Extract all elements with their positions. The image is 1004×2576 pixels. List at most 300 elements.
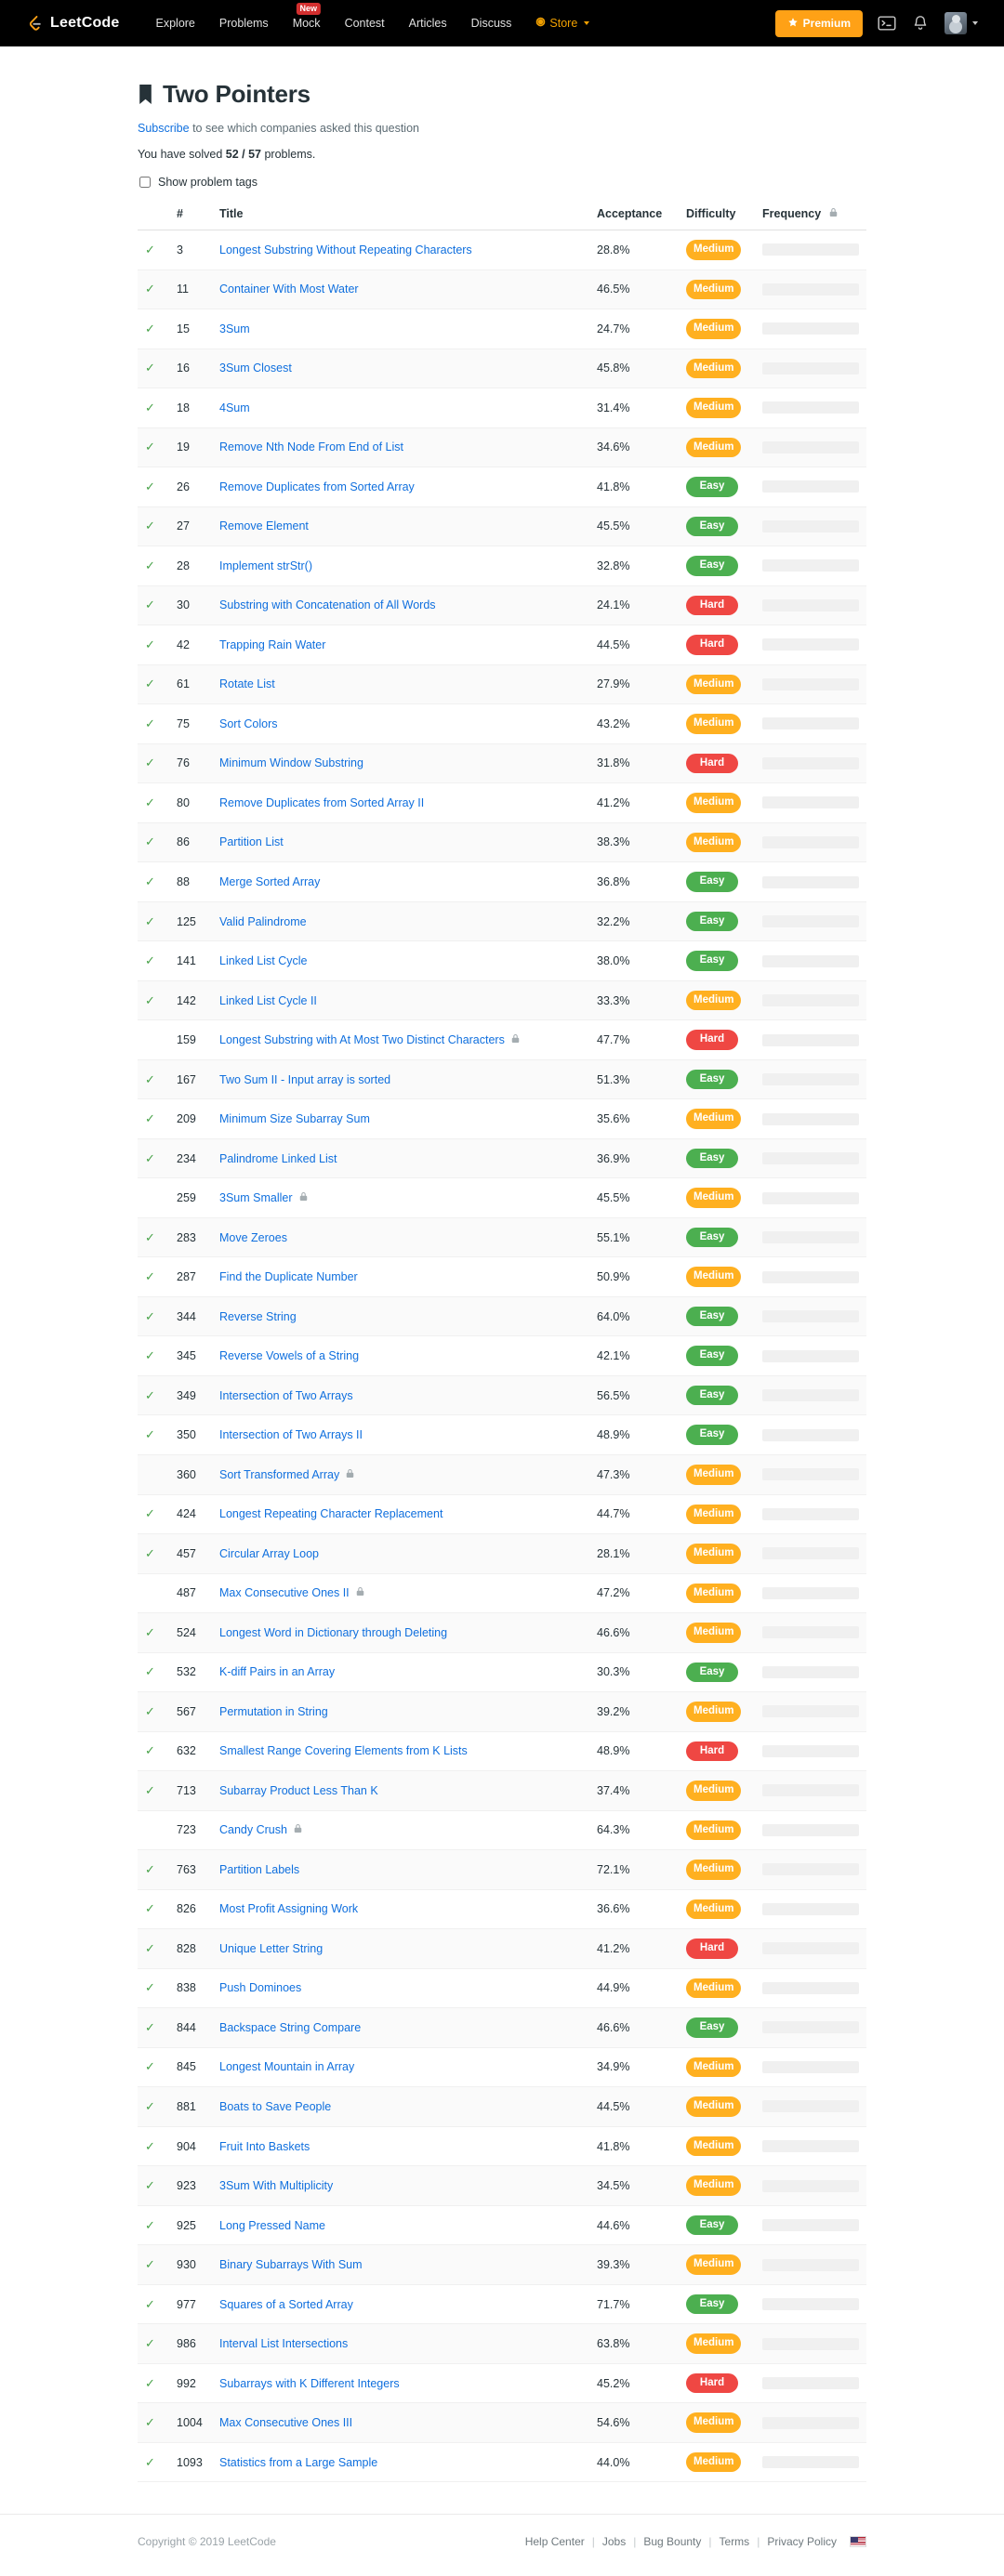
status-cell	[138, 1336, 169, 1376]
problem-title-link[interactable]: Permutation in String	[219, 1704, 328, 1718]
problem-title-link[interactable]: Sort Colors	[219, 716, 278, 730]
subscribe-link[interactable]: Subscribe	[138, 122, 190, 135]
table-row[interactable]	[138, 2126, 866, 2166]
difficulty-badge: Easy	[686, 2294, 738, 2315]
difficulty-cell	[679, 980, 755, 1020]
problem-id-cell: 1093	[169, 2442, 212, 2482]
solved-check-icon: ✓	[145, 2415, 155, 2430]
difficulty-cell	[679, 1573, 755, 1613]
acceptance-cell: 32.2%	[589, 901, 679, 941]
problem-title-cell	[212, 1692, 589, 1732]
status-cell	[138, 1573, 169, 1613]
col-frequency[interactable]	[755, 200, 866, 230]
problem-title-link[interactable]: 3Sum With Multiplicity	[219, 2179, 334, 2193]
problem-title-link[interactable]: Remove Element	[219, 519, 309, 533]
problem-id-cell: 259	[169, 1178, 212, 1218]
problem-id-cell: 61	[169, 664, 212, 704]
problem-title-link[interactable]: Remove Duplicates from Sorted Array	[219, 480, 415, 493]
problem-title-link[interactable]: Container With Most Water	[219, 283, 359, 296]
problem-title-link[interactable]: K-diff Pairs in an Array	[219, 1665, 336, 1679]
table-row[interactable]	[138, 1810, 866, 1850]
table-row[interactable]	[138, 2166, 866, 2206]
terminal-icon[interactable]	[878, 14, 896, 33]
footer-separator: |	[591, 2535, 595, 2549]
frequency-bar	[762, 520, 859, 532]
problem-title-link[interactable]: Intersection of Two Arrays II	[219, 1428, 363, 1442]
problem-title-link[interactable]: Boats to Save People	[219, 2099, 332, 2113]
frequency-bar	[762, 717, 859, 729]
status-cell	[138, 2324, 169, 2364]
status-cell	[138, 743, 169, 783]
problem-title-link[interactable]: Sort Transformed Array	[219, 1467, 340, 1481]
problem-title-cell	[212, 2403, 589, 2443]
difficulty-cell	[679, 269, 755, 309]
table-row[interactable]	[138, 1929, 866, 1969]
problem-id-cell: 88	[169, 862, 212, 902]
problem-title-cell	[212, 862, 589, 902]
acceptance-cell: 64.3%	[589, 1810, 679, 1850]
problem-title-link[interactable]: Subarray Product Less Than K	[219, 1783, 378, 1797]
problem-title-link[interactable]: Minimum Size Subarray Sum	[219, 1112, 370, 1126]
status-cell	[138, 1613, 169, 1653]
subscribe-line	[138, 122, 866, 135]
table-row[interactable]	[138, 1336, 866, 1376]
difficulty-badge: Medium	[686, 1188, 741, 1208]
status-cell	[138, 664, 169, 704]
frequency-bar	[762, 1271, 859, 1283]
table-row[interactable]	[138, 625, 866, 665]
problem-title-link[interactable]: 3Sum Closest	[219, 361, 292, 375]
problem-title-link[interactable]: Palindrome Linked List	[219, 1151, 337, 1165]
problem-title-link[interactable]: Intersection of Two Arrays	[219, 1388, 353, 1402]
footer-link-terms[interactable]: Terms	[719, 2535, 750, 2549]
table-row[interactable]	[138, 1534, 866, 1574]
status-cell	[138, 783, 169, 823]
difficulty-cell	[679, 941, 755, 981]
problem-title-link[interactable]: Candy Crush	[219, 1823, 287, 1837]
difficulty-badge: Medium	[686, 2136, 741, 2157]
table-row[interactable]	[138, 2008, 866, 2048]
table-row[interactable]	[138, 1059, 866, 1099]
frequency-bar	[762, 1824, 859, 1836]
problem-title-link[interactable]: Longest Substring with At Most Two Distinct Characters	[219, 1033, 505, 1047]
acceptance-cell: 54.6%	[589, 2403, 679, 2443]
status-cell	[138, 467, 169, 507]
problem-id-cell: 844	[169, 2008, 212, 2048]
problem-title-cell	[212, 625, 589, 665]
difficulty-badge: Medium	[686, 398, 741, 418]
problem-title-cell	[212, 1968, 589, 2008]
solved-check-icon: ✓	[145, 1940, 155, 1955]
problem-title-cell	[212, 783, 589, 823]
show-problem-tags-checkbox[interactable]	[139, 177, 151, 188]
problem-title-link[interactable]: Subarrays with K Different Integers	[219, 2376, 400, 2390]
footer-link-jobs[interactable]: Jobs	[601, 2535, 627, 2549]
col-title[interactable]: Title	[212, 200, 589, 230]
frequency-bar	[762, 1587, 859, 1599]
difficulty-cell	[679, 2205, 755, 2245]
solved-check-icon: ✓	[145, 1071, 155, 1086]
table-row[interactable]	[138, 1454, 866, 1494]
status-cell	[138, 941, 169, 981]
frequency-bar	[762, 638, 859, 651]
status-cell	[138, 2363, 169, 2403]
problem-title-cell	[212, 1534, 589, 1574]
frequency-bar	[762, 1350, 859, 1362]
problem-title-cell	[212, 1257, 589, 1297]
solved-check-icon: ✓	[145, 637, 155, 651]
col-acceptance[interactable]: Acceptance	[589, 200, 679, 230]
leetcode-logo[interactable]	[26, 15, 120, 33]
problem-title-link[interactable]: Minimum Window Substring	[219, 756, 363, 770]
show-problem-tags-label[interactable]: Show problem tags	[158, 176, 258, 189]
problem-title-link[interactable]: Linked List Cycle	[219, 954, 308, 968]
problem-title-link[interactable]: Two Sum II - Input array is sorted	[219, 1072, 391, 1086]
frequency-cell	[755, 1296, 866, 1336]
table-row[interactable]	[138, 1968, 866, 2008]
acceptance-cell: 36.6%	[589, 1889, 679, 1929]
problem-title-link[interactable]: Unique Letter String	[219, 1941, 324, 1955]
footer-link-help-center[interactable]: Help Center	[524, 2535, 585, 2549]
table-row[interactable]	[138, 2245, 866, 2285]
us-flag-icon[interactable]	[850, 2536, 866, 2547]
table-row[interactable]	[138, 2205, 866, 2245]
nav-link-mock-label: Mock	[292, 17, 321, 30]
table-row[interactable]	[138, 1415, 866, 1455]
frequency-bar	[762, 1113, 859, 1125]
difficulty-cell	[679, 546, 755, 586]
difficulty-cell	[679, 1020, 755, 1060]
nav-link-store[interactable]	[523, 11, 601, 35]
problem-title-cell	[212, 1810, 589, 1850]
problem-title-cell	[212, 1178, 589, 1218]
table-row[interactable]	[138, 2442, 866, 2482]
problem-title-link[interactable]: Rotate List	[219, 677, 275, 691]
solved-check-icon: ✓	[145, 2059, 155, 2074]
problem-title-link[interactable]: Move Zeroes	[219, 1230, 287, 1244]
problem-title-cell	[212, 664, 589, 704]
table-row[interactable]	[138, 1020, 866, 1060]
problem-title-link[interactable]: Long Pressed Name	[219, 2218, 325, 2232]
table-row[interactable]	[138, 348, 866, 388]
difficulty-cell	[679, 1336, 755, 1376]
difficulty-cell	[679, 1810, 755, 1850]
acceptance-cell: 31.8%	[589, 743, 679, 783]
frequency-cell	[755, 427, 866, 467]
acceptance-cell: 34.5%	[589, 2166, 679, 2206]
table-row[interactable]	[138, 427, 866, 467]
difficulty-cell	[679, 1178, 755, 1218]
status-cell	[138, 1889, 169, 1929]
col-id[interactable]: #	[169, 200, 212, 230]
frequency-bar	[762, 1666, 859, 1678]
problem-title-cell	[212, 941, 589, 981]
status-cell	[138, 862, 169, 902]
difficulty-cell	[679, 585, 755, 625]
problem-title-link[interactable]: Max Consecutive Ones II	[219, 1586, 350, 1600]
frequency-cell	[755, 1257, 866, 1297]
table-row[interactable]	[138, 1178, 866, 1218]
frequency-bar	[762, 1903, 859, 1915]
problem-title-link[interactable]: 3Sum Smaller	[219, 1191, 293, 1205]
nav-link-articles[interactable]: Articles	[408, 17, 447, 30]
difficulty-cell	[679, 2126, 755, 2166]
problem-id-cell: 838	[169, 1968, 212, 2008]
problem-title-cell	[212, 2245, 589, 2285]
frequency-cell	[755, 1731, 866, 1771]
table-row[interactable]	[138, 1573, 866, 1613]
problem-title-link[interactable]: Smallest Range Covering Elements from K Lists	[219, 1744, 468, 1758]
problem-title-cell	[212, 506, 589, 546]
user-menu[interactable]	[945, 12, 978, 34]
top-navbar	[0, 0, 1004, 46]
problem-id-cell: 349	[169, 1375, 212, 1415]
difficulty-cell	[679, 2403, 755, 2443]
subscribe-rest: to see which companies asked this question	[192, 122, 419, 135]
acceptance-cell: 30.3%	[589, 1652, 679, 1692]
problem-id-cell: 287	[169, 1257, 212, 1297]
problem-id-cell: 15	[169, 309, 212, 349]
difficulty-cell	[679, 1731, 755, 1771]
problem-title-cell	[212, 1889, 589, 1929]
table-row[interactable]	[138, 1494, 866, 1534]
frequency-cell	[755, 704, 866, 744]
problem-title-link[interactable]: Longest Substring Without Repeating Characters	[219, 243, 472, 256]
problem-id-cell: 11	[169, 269, 212, 309]
problem-title-link[interactable]: Most Profit Assigning Work	[219, 1902, 359, 1916]
solved-check-icon: ✓	[145, 913, 155, 928]
problem-title-link[interactable]: Find the Duplicate Number	[219, 1270, 358, 1284]
difficulty-cell	[679, 1929, 755, 1969]
table-row[interactable]	[138, 230, 866, 270]
status-cell	[138, 2166, 169, 2206]
solved-check-icon: ✓	[145, 2217, 155, 2232]
problem-title-cell	[212, 1929, 589, 1969]
acceptance-cell: 27.9%	[589, 664, 679, 704]
table-row[interactable]	[138, 664, 866, 704]
table-row[interactable]	[138, 941, 866, 981]
acceptance-cell: 44.9%	[589, 1968, 679, 2008]
problem-title-cell	[212, 980, 589, 1020]
problem-title-link[interactable]: Reverse String	[219, 1309, 297, 1323]
problem-title-link[interactable]: Interval List Intersections	[219, 2337, 349, 2351]
difficulty-cell	[679, 1454, 755, 1494]
problem-id-cell: 350	[169, 1415, 212, 1455]
problem-id-cell: 632	[169, 1731, 212, 1771]
lock-icon	[346, 1468, 354, 1481]
status-cell	[138, 1929, 169, 1969]
problem-title-link[interactable]: Backspace String Compare	[219, 2020, 362, 2034]
problem-title-link[interactable]: 4Sum	[219, 401, 250, 414]
frequency-bar	[762, 322, 859, 335]
table-row[interactable]	[138, 467, 866, 507]
acceptance-cell: 43.2%	[589, 704, 679, 744]
nav-link-problems[interactable]: Problems	[218, 17, 269, 30]
table-row[interactable]	[138, 1138, 866, 1178]
difficulty-badge: Medium	[686, 2452, 741, 2473]
table-row[interactable]	[138, 2087, 866, 2127]
problem-title-link[interactable]: Partition List	[219, 835, 284, 849]
acceptance-cell: 47.3%	[589, 1454, 679, 1494]
problem-title-link[interactable]: Statistics from a Large Sample	[219, 2455, 378, 2469]
problem-title-cell	[212, 2126, 589, 2166]
footer-link-bug-bounty[interactable]: Bug Bounty	[643, 2535, 702, 2549]
difficulty-badge: Hard	[686, 1939, 738, 1959]
problem-title-cell	[212, 2087, 589, 2127]
table-row[interactable]	[138, 2363, 866, 2403]
problem-title-link[interactable]: 3Sum	[219, 322, 250, 335]
table-row[interactable]	[138, 1771, 866, 1811]
table-row[interactable]	[138, 901, 866, 941]
acceptance-cell: 46.6%	[589, 1613, 679, 1653]
table-row[interactable]	[138, 2284, 866, 2324]
table-row[interactable]	[138, 1850, 866, 1890]
acceptance-cell: 44.6%	[589, 2205, 679, 2245]
problem-title-link[interactable]: Longest Mountain in Array	[219, 2060, 355, 2074]
problem-title-link[interactable]: Binary Subarrays With Sum	[219, 2258, 363, 2272]
bell-icon[interactable]	[911, 14, 930, 33]
problem-title-link[interactable]: Partition Labels	[219, 1862, 300, 1876]
problem-title-cell	[212, 1217, 589, 1257]
nav-link-discuss[interactable]: Discuss	[470, 17, 512, 30]
table-row[interactable]	[138, 1652, 866, 1692]
solved-check-icon: ✓	[145, 1387, 155, 1402]
frequency-cell	[755, 467, 866, 507]
difficulty-cell	[679, 467, 755, 507]
frequency-bar	[762, 362, 859, 375]
difficulty-cell	[679, 1968, 755, 2008]
table-row[interactable]	[138, 1692, 866, 1732]
table-row[interactable]	[138, 2403, 866, 2443]
table-row[interactable]	[138, 388, 866, 428]
problem-title-link[interactable]: Circular Array Loop	[219, 1546, 319, 1560]
col-status[interactable]	[138, 200, 169, 230]
page-content	[0, 46, 1004, 2482]
difficulty-cell	[679, 1652, 755, 1692]
table-row[interactable]	[138, 1889, 866, 1929]
table-row[interactable]	[138, 1731, 866, 1771]
difficulty-badge: Medium	[686, 1702, 741, 1722]
premium-button[interactable]	[775, 10, 863, 37]
solved-check-icon: ✓	[145, 953, 155, 968]
table-row[interactable]	[138, 1217, 866, 1257]
problem-title-cell	[212, 2166, 589, 2206]
table-row[interactable]	[138, 783, 866, 823]
table-row[interactable]	[138, 585, 866, 625]
frequency-bar	[762, 283, 859, 296]
problem-id-cell: 992	[169, 2363, 212, 2403]
difficulty-cell	[679, 1059, 755, 1099]
difficulty-cell	[679, 2166, 755, 2206]
difficulty-badge: Medium	[686, 1899, 741, 1920]
frequency-cell	[755, 1138, 866, 1178]
nav-link-contest[interactable]: Contest	[344, 17, 385, 30]
difficulty-cell	[679, 2363, 755, 2403]
table-row[interactable]	[138, 1099, 866, 1139]
status-cell	[138, 1375, 169, 1415]
problem-title-cell	[212, 2442, 589, 2482]
frequency-bar	[762, 441, 859, 453]
frequency-bar	[762, 1468, 859, 1480]
frequency-bar	[762, 1192, 859, 1204]
table-row[interactable]	[138, 704, 866, 744]
solved-check-icon: ✓	[145, 1980, 155, 1995]
problem-title-link[interactable]: Longest Word in Dictionary through Deleting	[219, 1625, 448, 1639]
table-row[interactable]	[138, 1296, 866, 1336]
problem-title-link[interactable]: Remove Nth Node From End of List	[219, 440, 403, 454]
problem-title-cell	[212, 427, 589, 467]
table-row[interactable]	[138, 1257, 866, 1297]
problem-title-link[interactable]: Fruit Into Baskets	[219, 2139, 310, 2153]
table-row[interactable]	[138, 546, 866, 586]
problem-title-link[interactable]: Trapping Rain Water	[219, 637, 326, 651]
table-row[interactable]	[138, 743, 866, 783]
footer-link-privacy-policy[interactable]: Privacy Policy	[767, 2535, 837, 2549]
difficulty-badge: Hard	[686, 1030, 738, 1050]
frequency-bar	[762, 1942, 859, 1954]
table-row[interactable]	[138, 980, 866, 1020]
problem-title-link[interactable]: Squares of a Sorted Array	[219, 2297, 353, 2311]
table-row[interactable]	[138, 269, 866, 309]
problem-title-link[interactable]: Substring with Concatenation of All Words	[219, 598, 436, 612]
difficulty-badge: Medium	[686, 1109, 741, 1129]
table-row[interactable]	[138, 1613, 866, 1653]
frequency-cell	[755, 862, 866, 902]
table-row[interactable]	[138, 822, 866, 862]
table-row[interactable]	[138, 309, 866, 349]
table-row[interactable]	[138, 2047, 866, 2087]
problem-id-cell: 76	[169, 743, 212, 783]
solved-check-icon: ✓	[145, 1664, 155, 1679]
status-cell	[138, 1534, 169, 1574]
acceptance-cell: 51.3%	[589, 1059, 679, 1099]
problem-title-link[interactable]: Longest Repeating Character Replacement	[219, 1507, 443, 1521]
status-cell	[138, 1415, 169, 1455]
problem-title-link[interactable]: Remove Duplicates from Sorted Array II	[219, 795, 425, 809]
difficulty-badge: Medium	[686, 714, 741, 734]
col-difficulty[interactable]: Difficulty	[679, 200, 755, 230]
table-row[interactable]	[138, 1375, 866, 1415]
problem-title-link[interactable]: Valid Palindrome	[219, 914, 307, 928]
brand-name: LeetCode	[50, 15, 120, 31]
nav-link-explore[interactable]: Explore	[155, 17, 195, 30]
problem-title-link[interactable]: Implement strStr()	[219, 559, 313, 572]
acceptance-cell: 45.5%	[589, 506, 679, 546]
problem-title-link[interactable]: Linked List Cycle II	[219, 993, 317, 1007]
problem-id-cell: 28	[169, 546, 212, 586]
table-row[interactable]	[138, 862, 866, 902]
table-row[interactable]	[138, 2324, 866, 2364]
problem-title-link[interactable]: Merge Sorted Array	[219, 875, 321, 888]
frequency-bar	[762, 876, 859, 888]
acceptance-cell: 46.6%	[589, 2008, 679, 2048]
problem-title-link[interactable]: Max Consecutive Ones III	[219, 2416, 353, 2430]
problem-id-cell: 16	[169, 348, 212, 388]
problem-title-cell	[212, 2324, 589, 2364]
status-cell	[138, 901, 169, 941]
difficulty-badge: Hard	[686, 2373, 738, 2394]
nav-link-mock[interactable]	[281, 4, 333, 35]
table-row[interactable]	[138, 506, 866, 546]
status-cell	[138, 1099, 169, 1139]
frequency-bar	[762, 836, 859, 848]
problem-title-link[interactable]: Push Dominoes	[219, 1981, 302, 1995]
acceptance-cell: 24.1%	[589, 585, 679, 625]
solved-check-icon: ✓	[145, 598, 155, 612]
show-problem-tags-toggle[interactable]	[138, 176, 866, 189]
solved-check-icon: ✓	[145, 1229, 155, 1244]
problem-title-link[interactable]: Reverse Vowels of a String	[219, 1349, 360, 1363]
